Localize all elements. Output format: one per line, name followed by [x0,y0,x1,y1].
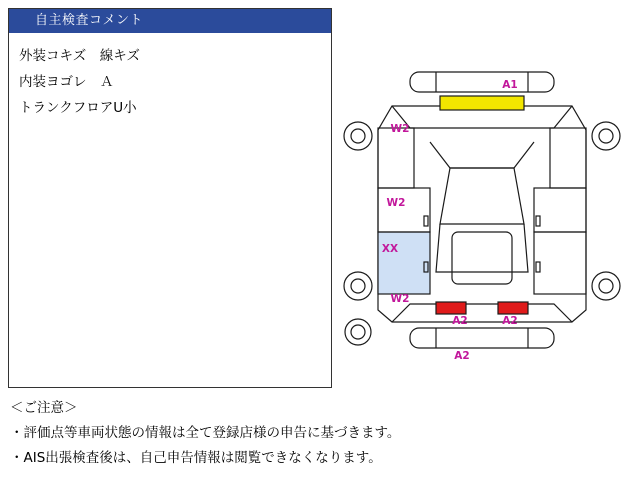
notice-line: ・評価点等車両状態の情報は全て登録店様の申告に基づきます。 [10,425,401,441]
comment-panel-body [9,33,331,121]
comment-panel-header: 自主検査コメント [9,9,331,33]
wheel-front-left [344,122,372,150]
damage-label-a1: A1 [502,79,518,91]
cabin-inner-shape [452,232,512,284]
notice-line: ・AIS出張検査後は、自己申告情報は閲覧できなくなります。 [10,450,382,466]
notice-block [10,396,630,471]
panel-right-front-door [534,188,586,232]
self-inspection-comment-panel [8,8,332,388]
panel-right-rear-door [534,232,586,294]
comment-line: 内装ヨゴレ Ａ [19,74,114,90]
damage-label-xx: XX [381,243,399,255]
damage-label-a2-rear-left: A2 [452,315,468,327]
comment-line: トランクフロアU小 [19,100,137,116]
rear-bumper-shape [410,328,554,348]
wheel-rear-right [592,272,620,300]
door-handle-right-rear [536,262,540,272]
spare-wheel [345,319,371,345]
door-handle-left-front [424,216,428,226]
damage-label-w2-rear-left: W2 [390,293,410,305]
damage-labels [382,79,518,362]
panel-front-right-fender [550,128,586,188]
wheel-front-right [592,122,620,150]
comment-line: 外装コキズ 線キズ [19,48,140,64]
damage-label-w2-front-left: W2 [390,123,410,135]
roof-shape [440,168,524,224]
panel-rear-left-damage [436,302,466,314]
panel-front-left-fender [378,128,414,188]
panel-roof-front-damage [440,96,524,110]
rear-window-shape [436,224,528,272]
damage-label-a2-rear-right: A2 [502,315,518,327]
door-handle-right-front [536,216,540,226]
damage-label-a2-rear-bumper: A2 [454,350,470,362]
wheel-rear-left [344,272,372,300]
panel-left-rear-door-damage [378,232,430,294]
windshield-shape [430,142,534,168]
car-damage-diagram [332,10,632,380]
panel-left-front-door [378,188,430,232]
damage-label-w2-left-front-door: W2 [386,197,406,209]
panel-rear-right-damage [498,302,528,314]
notice-line: ＜ご注意＞ [10,400,78,416]
rear-panel-shape [392,304,572,322]
front-bumper-shape [410,72,554,92]
